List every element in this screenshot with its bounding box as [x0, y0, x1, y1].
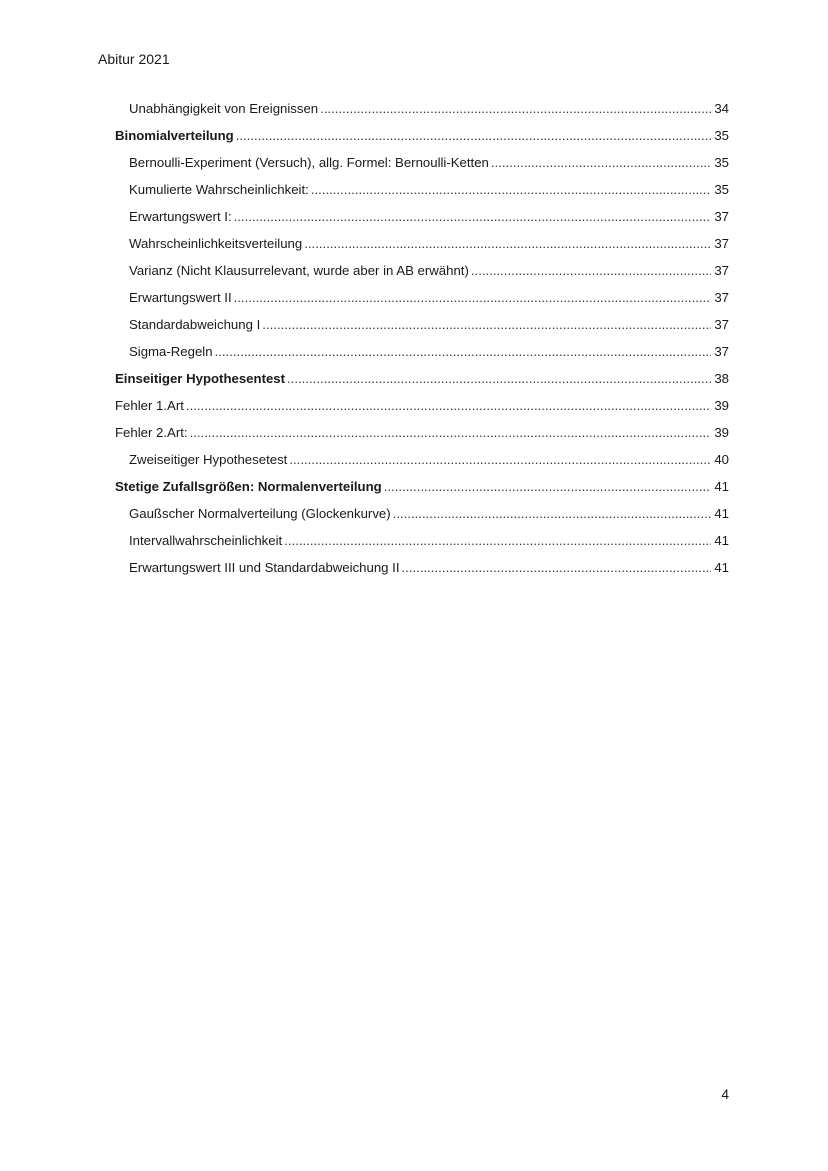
- table-of-contents: [115, 98, 729, 584]
- toc-entry-page: 35: [714, 128, 729, 143]
- page-header: Abitur 2021: [98, 51, 170, 67]
- toc-entry-page: 41: [714, 506, 729, 521]
- toc-entry[interactable]: [115, 476, 729, 503]
- toc-entry-title: Bernoulli-Experiment (Versuch), allg. Formel: Bernoulli-Ketten: [129, 155, 489, 170]
- toc-entry-page: 37: [714, 317, 729, 332]
- toc-entry-page: 35: [714, 155, 729, 170]
- toc-leader-dots: [236, 125, 712, 146]
- toc-entry-title: Erwartungswert I:: [129, 209, 232, 224]
- toc-entry-title: Zweiseitiger Hypothesetest: [129, 452, 288, 467]
- toc-leader-dots: [234, 287, 712, 308]
- toc-entry-title: Sigma-Regeln: [129, 344, 213, 359]
- toc-leader-dots: [304, 233, 711, 254]
- toc-entry-title: Erwartungswert II: [129, 290, 232, 305]
- toc-entry-page: 40: [714, 452, 729, 467]
- toc-entry-page: 39: [714, 398, 729, 413]
- toc-entry-title: Gaußscher Normalverteilung (Glockenkurve): [129, 506, 391, 521]
- toc-entry-page: 38: [714, 371, 729, 386]
- toc-entry-page: 34: [714, 101, 729, 116]
- toc-entry-page: 41: [714, 479, 729, 494]
- toc-entry[interactable]: [115, 530, 729, 557]
- toc-leader-dots: [287, 368, 711, 389]
- toc-entry[interactable]: [115, 449, 729, 476]
- toc-entry-title: Erwartungswert III und Standardabweichung II: [129, 560, 400, 575]
- toc-entry-page: 41: [714, 560, 729, 575]
- toc-entry[interactable]: [115, 395, 729, 422]
- toc-entry-title: Fehler 1.Art: [115, 398, 184, 413]
- toc-leader-dots: [393, 503, 712, 524]
- toc-entry-page: 35: [714, 182, 729, 197]
- toc-entry-page: 37: [714, 344, 729, 359]
- toc-entry-page: 37: [714, 209, 729, 224]
- toc-entry[interactable]: [115, 260, 729, 287]
- toc-leader-dots: [234, 206, 712, 227]
- toc-leader-dots: [190, 422, 712, 443]
- toc-leader-dots: [186, 395, 711, 416]
- toc-leader-dots: [491, 152, 711, 173]
- toc-leader-dots: [402, 557, 712, 578]
- toc-leader-dots: [311, 179, 712, 200]
- toc-leader-dots: [471, 260, 711, 281]
- toc-entry-title: Standardabweichung I: [129, 317, 261, 332]
- toc-leader-dots: [384, 476, 712, 497]
- toc-entry-title: Intervallwahrscheinlichkeit: [129, 533, 283, 548]
- toc-leader-dots: [215, 341, 712, 362]
- toc-entry[interactable]: [115, 314, 729, 341]
- toc-entry-page: 39: [714, 425, 729, 440]
- toc-leader-dots: [284, 530, 711, 551]
- toc-entry[interactable]: [115, 233, 729, 260]
- toc-entry[interactable]: [115, 503, 729, 530]
- toc-entry-title: Fehler 2.Art:: [115, 425, 188, 440]
- toc-entry[interactable]: [115, 422, 729, 449]
- toc-entry[interactable]: [115, 206, 729, 233]
- toc-entry[interactable]: [115, 341, 729, 368]
- toc-entry-title: Wahrscheinlichkeitsverteilung: [129, 236, 303, 251]
- toc-leader-dots: [320, 98, 711, 119]
- toc-entry-page: 37: [714, 236, 729, 251]
- toc-entry-title: Unabhängigkeit von Ereignissen: [129, 101, 319, 116]
- toc-leader-dots: [262, 314, 711, 335]
- toc-entry-title: Kumulierte Wahrscheinlichkeit:: [129, 182, 309, 197]
- toc-entry-title: Einseitiger Hypothesentest: [115, 371, 286, 386]
- toc-entry[interactable]: [115, 125, 729, 152]
- toc-entry-title: Binomialverteilung: [115, 128, 234, 143]
- page-number: 4: [721, 1087, 729, 1102]
- toc-entry[interactable]: [115, 152, 729, 179]
- toc-entry-page: 41: [714, 533, 729, 548]
- toc-entry-page: 37: [714, 263, 729, 278]
- toc-entry[interactable]: [115, 287, 729, 314]
- toc-entry[interactable]: [115, 368, 729, 395]
- toc-entry[interactable]: [115, 98, 729, 125]
- toc-entry[interactable]: [115, 557, 729, 584]
- toc-entry[interactable]: [115, 179, 729, 206]
- toc-entry-title: Stetige Zufallsgrößen: Normalenverteilung: [115, 479, 382, 494]
- toc-entry-page: 37: [714, 290, 729, 305]
- toc-leader-dots: [289, 449, 711, 470]
- toc-entry-title: Varianz (Nicht Klausurrelevant, wurde aber in AB erwähnt): [129, 263, 469, 278]
